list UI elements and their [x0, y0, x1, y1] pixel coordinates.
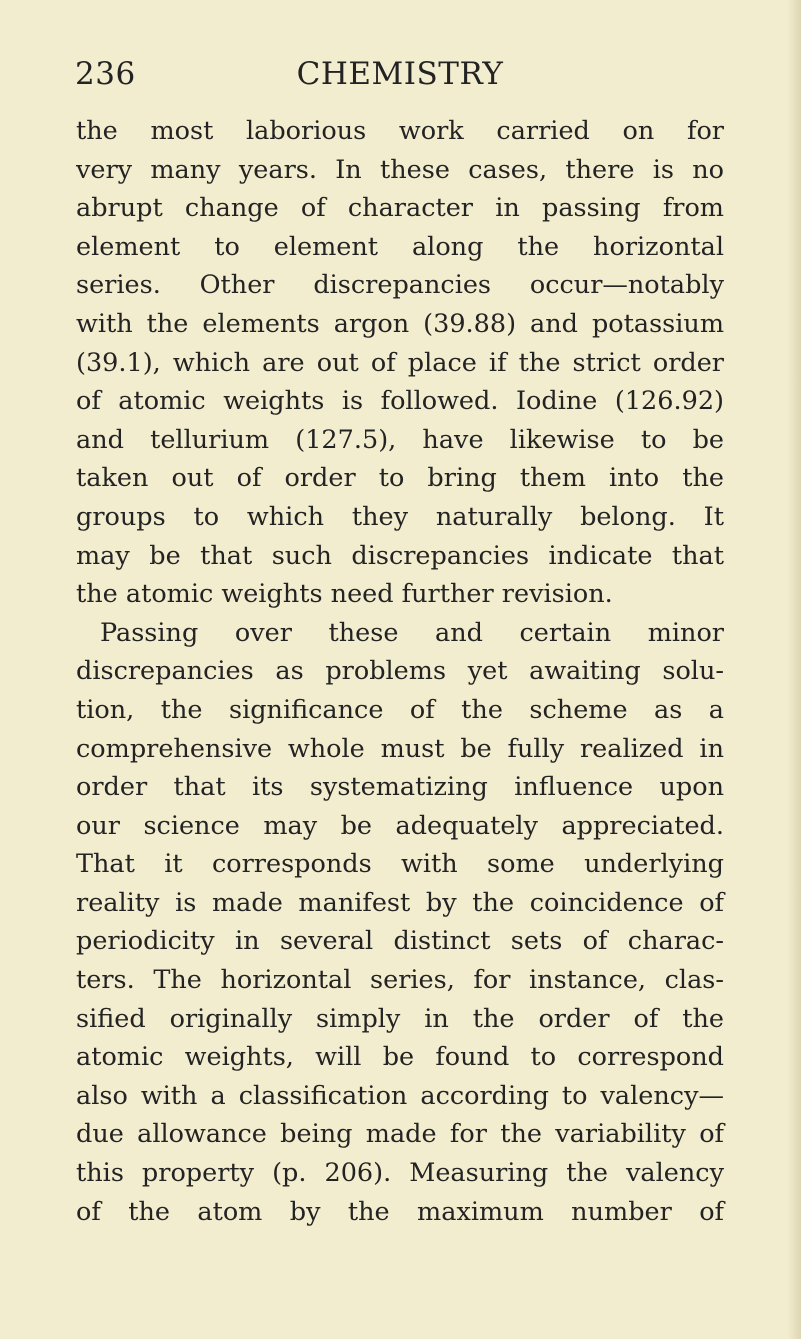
- text-line: taken out of order to bring them into the: [76, 463, 724, 494]
- running-title: CHEMISTRY: [296, 56, 504, 92]
- text-line: That it corresponds with some underlying: [76, 849, 724, 880]
- text-line: may be that such discrepancies indicate that: [76, 540, 724, 571]
- text-line: periodicity in several distinct sets of charac-: [76, 926, 724, 957]
- text-line: discrepancies as problems yet awaiting solu-: [76, 656, 724, 687]
- text-line: the atomic weights need further revision.: [76, 579, 613, 610]
- text-line: very many years. In these cases, there is no: [76, 154, 724, 185]
- text-line: comprehensive whole must be fully realized in: [76, 733, 724, 764]
- body-text: [76, 112, 724, 1231]
- text-line: sified originally simply in the order of the: [76, 1003, 724, 1034]
- paragraph-start-line: Passing over these and certain minor: [100, 617, 724, 648]
- text-line: element to element along the horizontal: [76, 231, 724, 262]
- text-line: abrupt change of character in passing from: [76, 193, 724, 224]
- text-line: reality is made manifest by the coincidence of: [76, 887, 724, 918]
- text-line: our science may be adequately appreciated.: [76, 810, 724, 841]
- page-number: 236: [75, 56, 136, 92]
- text-line: tion, the significance of the scheme as a: [76, 694, 724, 725]
- text-line: this property (p. 206). Measuring the valency: [76, 1158, 724, 1189]
- text-line: with the elements argon (39.88) and potassium: [76, 308, 724, 339]
- text-line: order that its systematizing influence upon: [76, 772, 724, 803]
- text-line: ters. The horizontal series, for instance, clas-: [76, 965, 724, 996]
- text-line: series. Other discrepancies occur—notably: [76, 270, 724, 301]
- running-head: [75, 54, 725, 94]
- page-edge-shadow: [787, 0, 801, 1339]
- text-line: and tellurium (127.5), have likewise to be: [76, 424, 724, 455]
- text-line: also with a classification according to valency—: [76, 1080, 724, 1111]
- text-line: of the atom by the maximum number of: [76, 1196, 724, 1227]
- text-line: of atomic weights is followed. Iodine (126.92): [76, 386, 724, 417]
- text-line: the most laborious work carried on for: [76, 116, 724, 146]
- text-line: atomic weights, will be found to correspond: [76, 1042, 724, 1073]
- text-line: due allowance being made for the variability of: [76, 1119, 724, 1150]
- text-line: groups to which they naturally belong. It: [76, 501, 724, 532]
- text-line: (39.1), which are out of place if the strict order: [76, 347, 724, 378]
